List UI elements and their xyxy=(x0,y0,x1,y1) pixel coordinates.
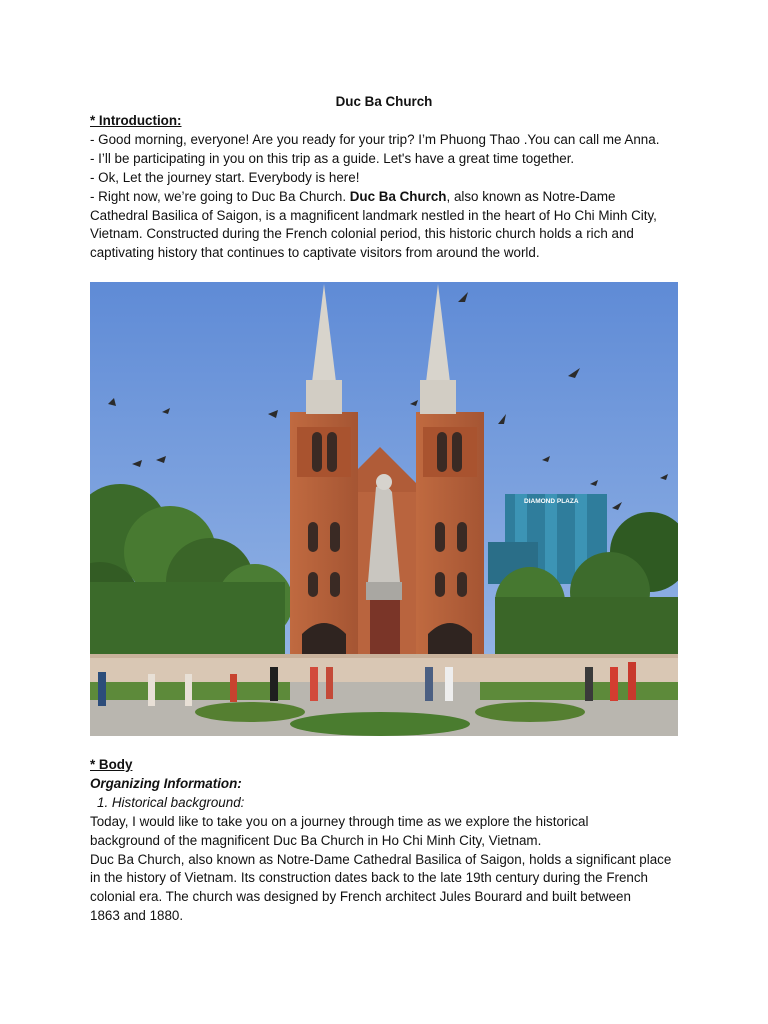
intro-paragraph-line: Cathedral Basilica of Saigon, is a magnificent landmark nestled in the heart of Ho Chi Minh City, xyxy=(90,207,657,223)
body-paragraph-line: colonial era. The church was designed by French architect Jules Bourard and built between xyxy=(90,889,631,905)
historical-background-item: 1. Historical background: xyxy=(97,794,245,810)
intro-paragraph-prefix: - Right now, we’re going to Duc Ba Church. xyxy=(90,188,350,204)
body-paragraph-line: Duc Ba Church, also known as Notre-Dame Cathedral Basilica of Saigon, holds a significant place xyxy=(90,851,672,867)
organizing-information-heading: Organizing Information: xyxy=(90,775,242,791)
body-section xyxy=(90,756,690,926)
introduction-section xyxy=(90,112,690,263)
intro-paragraph-line: Vietnam. Constructed during the French colonial period, this historic church holds a rich and xyxy=(90,226,634,242)
intro-paragraph-first-line xyxy=(90,188,690,207)
introduction-heading: * Introduction: xyxy=(90,113,182,128)
intro-line: - Good morning, everyone! Are you ready for your trip? I’m Phuong Thao .You can call me Anna. xyxy=(90,131,660,147)
diamond-plaza-sign: DIAMOND PLAZA xyxy=(524,498,579,505)
body-paragraph-line: background of the magnificent Duc Ba Church in Ho Chi Minh City, Vietnam. xyxy=(90,832,542,848)
intro-paragraph-rest: , also known as Notre-Dame xyxy=(446,188,616,204)
intro-line: - I’ll be participating in you on this trip as a guide. Let's have a great time together. xyxy=(90,150,575,166)
document-title: Duc Ba Church xyxy=(335,94,433,109)
body-paragraph-line: Today, I would like to take you on a journey through time as we explore the historical xyxy=(90,813,589,829)
body-heading: * Body xyxy=(90,757,133,772)
body-paragraph-line: in the history of Vietnam. Its construction dates back to the late 19th century during the French xyxy=(90,870,649,886)
intro-paragraph-line: captivating history that continues to captivate visitors from around the world. xyxy=(90,245,540,261)
intro-line: - Ok, Let the journey start. Everybody is here! xyxy=(90,169,360,185)
body-paragraph-line: 1863 and 1880. xyxy=(90,908,184,924)
intro-paragraph-bold: Duc Ba Church xyxy=(349,188,447,204)
church-photo xyxy=(90,282,678,736)
